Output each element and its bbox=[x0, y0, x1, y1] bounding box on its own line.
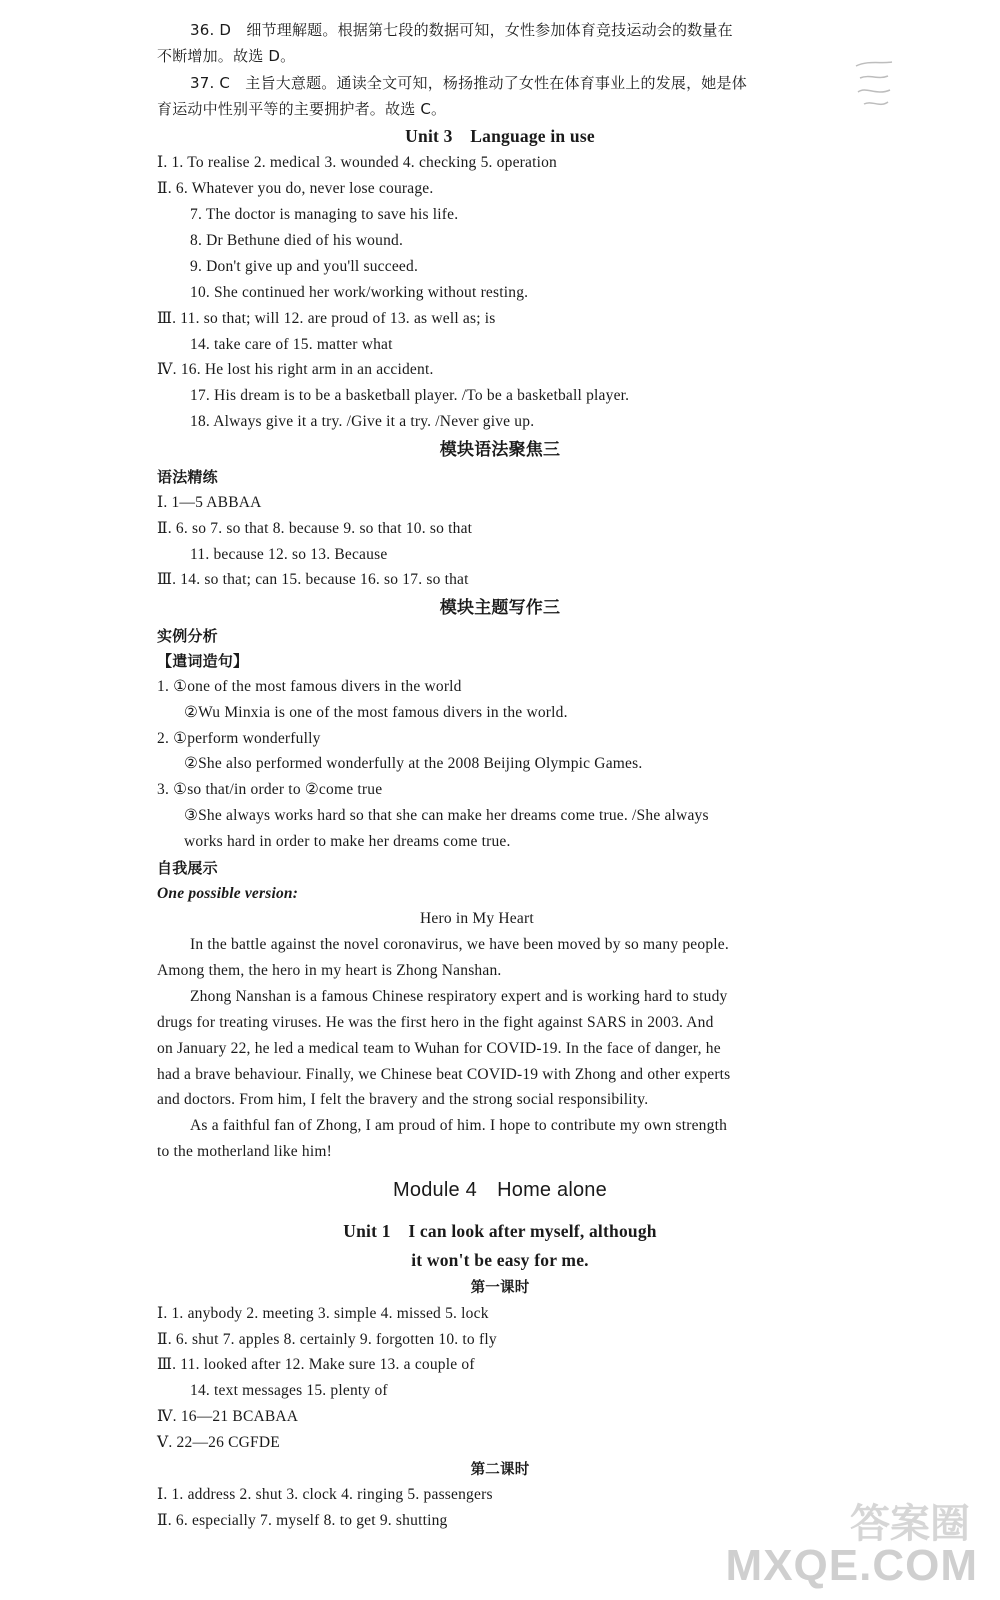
handwritten-scribble bbox=[848, 56, 898, 116]
writing-item-3a: 3. ①so that/in order to ②come true bbox=[157, 781, 383, 798]
essay-p1-l2: Among them, the hero in my heart is Zhong Nanshan. bbox=[157, 962, 502, 979]
lesson-2-title: 第二课时 bbox=[470, 1462, 530, 1478]
l1-section-4: Ⅳ. 16—21 BCABAA bbox=[157, 1408, 299, 1425]
u3-section-2-q6: Ⅱ. 6. Whatever you do, never lose courage. bbox=[157, 180, 434, 197]
grammar-section-3: Ⅲ. 14. so that; can 15. because 16. so 17. so that bbox=[157, 571, 469, 588]
answer-36-cont: 不断增加。故选 D。 bbox=[157, 47, 296, 65]
essay-p3-l1: As a faithful fan of Zhong, I am proud of him. I hope to contribute my own strength bbox=[190, 1117, 728, 1134]
u3-section-4-q16: Ⅳ. 16. He lost his right arm in an accident. bbox=[157, 361, 434, 378]
unit-3-title: Unit 3 Language in use bbox=[405, 126, 595, 146]
u3-q7: 7. The doctor is managing to save his life. bbox=[190, 206, 459, 223]
module4-unit1-title-l1: Unit 1 I can look after myself, although bbox=[343, 1221, 657, 1241]
self-display-heading: 自我展示 bbox=[157, 859, 218, 877]
essay-p1-l1: In the battle against the novel coronavirus, we have been moved by so many people. bbox=[190, 936, 729, 953]
l1-section-1: Ⅰ. 1. anybody 2. meeting 3. simple 4. missed 5. lock bbox=[157, 1305, 489, 1322]
u3-q9: 9. Don't give up and you'll succeed. bbox=[190, 258, 419, 275]
u3-section-3: Ⅲ. 11. so that; will 12. are proud of 13. as well as; is bbox=[157, 310, 496, 327]
example-analysis-heading: 实例分析 bbox=[157, 627, 218, 645]
l2-section-2: Ⅱ. 6. especially 7. myself 8. to get 9. shutting bbox=[157, 1512, 448, 1529]
watermark-site: MXQE.COM bbox=[725, 1541, 978, 1590]
u3-section-1: Ⅰ. 1. To realise 2. medical 3. wounded 4. checking 5. operation bbox=[157, 154, 558, 171]
grammar-q11-13: 11. because 12. so 13. Because bbox=[190, 546, 388, 563]
essay-title: Hero in My Heart bbox=[420, 910, 534, 927]
watermark-logo: 答案圈 bbox=[850, 1501, 970, 1547]
essay-p3-l2: to the motherland like him! bbox=[157, 1143, 332, 1160]
u3-q10: 10. She continued her work/working without resting. bbox=[190, 284, 529, 301]
u3-q17: 17. His dream is to be a basketball player. /To be a basketball player. bbox=[190, 387, 630, 404]
l2-section-1: Ⅰ. 1. address 2. shut 3. clock 4. ringing 5. passengers bbox=[157, 1486, 493, 1503]
l1-section-2: Ⅱ. 6. shut 7. apples 8. certainly 9. forgotten 10. to fly bbox=[157, 1331, 497, 1348]
possible-version-label: One possible version: bbox=[157, 885, 299, 902]
writing-item-3c: works hard in order to make her dreams come true. bbox=[184, 833, 511, 850]
grammar-section-1: Ⅰ. 1—5 ABBAA bbox=[157, 494, 262, 511]
u3-q18: 18. Always give it a try. /Give it a try. /Never give up. bbox=[190, 413, 535, 430]
answer-36: 36. D 细节理解题。根据第七段的数据可知，女性参加体育竞技运动会的数量在 bbox=[190, 21, 733, 39]
l1-q14-15: 14. text messages 15. plenty of bbox=[190, 1382, 388, 1399]
writing-topic-title: 模块主题写作三 bbox=[439, 598, 561, 618]
module-4-title: Module 4 Home alone bbox=[393, 1179, 607, 1201]
essay-p2-l3: on January 22, he led a medical team to Wuhan for COVID-19. In the face of danger, he bbox=[157, 1040, 721, 1057]
grammar-section-2: Ⅱ. 6. so 7. so that 8. because 9. so that 10. so that bbox=[157, 520, 473, 537]
answer-37: 37. C 主旨大意题。通读全文可知，杨扬推动了女性在体育事业上的发展，她是体 bbox=[190, 74, 747, 92]
writing-item-1a: 1. ①one of the most famous divers in the world bbox=[157, 678, 462, 695]
grammar-focus-title: 模块语法聚焦三 bbox=[439, 440, 561, 460]
writing-item-2a: 2. ①perform wonderfully bbox=[157, 730, 321, 747]
lesson-1-title: 第一课时 bbox=[470, 1280, 530, 1296]
l1-section-5: Ⅴ. 22—26 CGFDE bbox=[157, 1434, 280, 1451]
writing-item-3b: ③She always works hard so that she can make her dreams come true. /She always bbox=[184, 807, 709, 824]
word-sentence-heading: 【遣词造句】 bbox=[157, 652, 249, 670]
answer-37-cont: 育运动中性别平等的主要拥护者。故选 C。 bbox=[157, 100, 447, 118]
writing-item-2b: ②She also performed wonderfully at the 2008 Beijing Olympic Games. bbox=[184, 755, 643, 772]
essay-p2-l4: had a brave behaviour. Finally, we Chinese beat COVID-19 with Zhong and other experts bbox=[157, 1066, 731, 1083]
u3-q8: 8. Dr Bethune died of his wound. bbox=[190, 232, 404, 249]
l1-section-3: Ⅲ. 11. looked after 12. Make sure 13. a couple of bbox=[157, 1356, 475, 1373]
u3-q14-15: 14. take care of 15. matter what bbox=[190, 336, 393, 353]
essay-p2-l5: and doctors. From him, I felt the bravery and the strong social responsibility. bbox=[157, 1091, 649, 1108]
module4-unit1-title-l2: it won't be easy for me. bbox=[411, 1250, 589, 1270]
essay-p2-l1: Zhong Nanshan is a famous Chinese respiratory expert and is working hard to study bbox=[190, 988, 728, 1005]
grammar-practice-heading: 语法精练 bbox=[157, 468, 218, 486]
essay-p2-l2: drugs for treating viruses. He was the first hero in the fight against SARS in 2003. And bbox=[157, 1014, 714, 1031]
writing-item-1b: ②Wu Minxia is one of the most famous divers in the world. bbox=[184, 704, 568, 721]
